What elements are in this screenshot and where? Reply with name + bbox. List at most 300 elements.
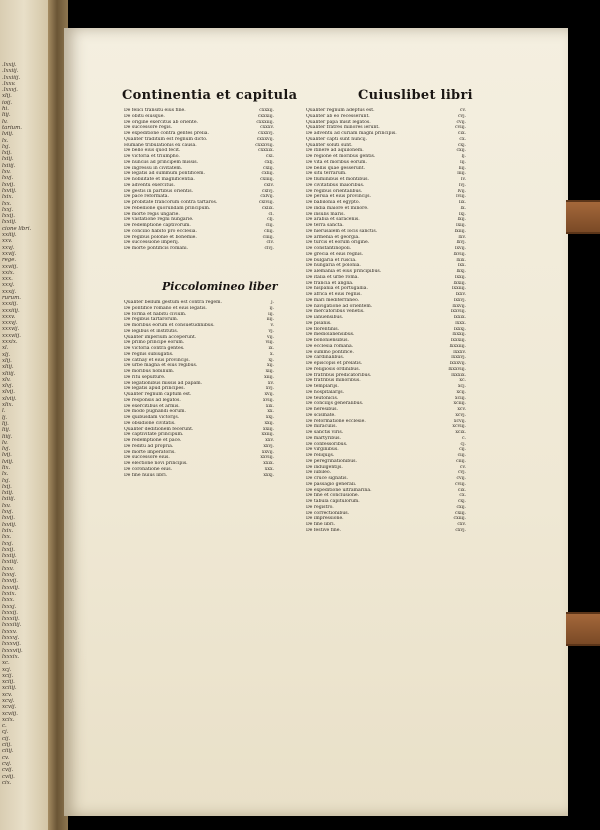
leather-strap-top <box>566 200 600 234</box>
toc-entry-number: xxiij. <box>262 426 274 432</box>
toc-entry-title: De mari mediterraneo. <box>306 297 360 303</box>
toc-entry-title: De morte imperatoris. <box>124 449 176 455</box>
toc-entry-number: lj. <box>461 154 466 159</box>
toc-entry-number: cxlj. <box>264 159 274 165</box>
toc-entry-number: cvj. <box>457 113 466 119</box>
toc-entry-title: De festive fine. <box>306 527 341 533</box>
margin-numeral: lxx. <box>2 534 12 541</box>
margin-numeral: xc. <box>2 660 10 667</box>
toc-entry-title: De ianuensibus. <box>306 315 344 320</box>
toc-entry-number: cxij. <box>456 504 466 510</box>
toc-entry-title: De fine huius libri. <box>124 472 168 478</box>
margin-numeral: .lxxiij. <box>2 68 19 75</box>
toc-entry-title: De gestis in partibus orientis. <box>124 188 194 194</box>
toc-entry-number: xc. <box>459 378 466 384</box>
toc-entry-number: xxij. <box>264 420 274 426</box>
toc-entry-number: lxxxvj. <box>451 355 466 361</box>
toc-entry-title: De hierusalem et locis sanctis. <box>306 228 378 234</box>
toc-entry-number: lxxij. <box>454 274 466 280</box>
toc-entry-number: lxxiiij. <box>452 286 466 292</box>
toc-entry-number: cx. <box>459 136 466 142</box>
toc-entry-title: De successione imperij. <box>124 240 180 246</box>
toc-entry-title: Qualiter capti sunt nuncij. <box>306 136 368 142</box>
toc-entry-title: De legatis ad summum pontificem. <box>124 171 205 177</box>
margin-numeral: xlix. <box>2 402 14 409</box>
margin-numeral: ioij. <box>2 99 13 106</box>
toc-entry-title: De felici transitu eius fine. <box>124 108 186 113</box>
margin-numeral: ciij. <box>2 742 12 749</box>
toc-entry-number: lxiij. <box>456 223 466 228</box>
margin-numeral: xxix. <box>2 269 15 276</box>
toc-entry-title: De fratribus predicatoribus. <box>306 372 372 378</box>
toc-entry-title: De cardinalibus. <box>306 355 345 361</box>
toc-entry-title: De impressione. <box>306 516 344 522</box>
margin-numeral: xlviij. <box>2 395 17 402</box>
margin-numeral: cij. <box>2 735 11 742</box>
toc-entry-number: lij. <box>460 159 466 165</box>
margin-numeral: xxiiij. <box>2 232 17 239</box>
toc-entry-number: cxij. <box>456 148 466 154</box>
toc-entry-number: cvij. <box>456 119 466 125</box>
margin-numeral: lxxxij. <box>2 609 18 616</box>
toc-entry-title: De cruce signatis. <box>306 476 348 481</box>
toc-entry-title: De episcopis et prelatis. <box>306 361 363 366</box>
toc-entry-title: De adventu exercitus. <box>124 182 175 188</box>
toc-entry-number: ciij. <box>457 453 466 458</box>
margin-numeral: xcviij. <box>2 710 18 717</box>
toc-entry-title: De legationibus missis ad papam. <box>124 380 203 386</box>
toc-entry-number: cviij. <box>455 481 466 487</box>
margin-numeral: .lxxvj. <box>2 87 18 94</box>
toc-entry-title: De virginibus. <box>306 447 339 453</box>
margin-numeral: lxxiij. <box>2 219 17 226</box>
toc-entry-number: xiiij. <box>264 374 274 380</box>
margin-numeral: lxxvj. <box>2 572 17 579</box>
left-margin-numerals <box>2 62 46 786</box>
toc-entry-title: De reformatione ecclesie. <box>306 418 366 424</box>
toc-entry-number: lv. <box>461 177 466 182</box>
toc-entry-number: cxxxvij. <box>256 136 274 142</box>
toc-entry-title: De redemptione captivorum. <box>124 223 191 228</box>
toc-entry-title: De forma et habitu civium. <box>124 311 187 317</box>
margin-numeral: cv. <box>2 754 10 761</box>
margin-numeral: lj. <box>2 414 8 421</box>
toc-entry-number: xiij. <box>265 369 274 374</box>
toc-entry-title: De redemptione et pace. <box>124 438 182 443</box>
toc-entry-number: xv. <box>267 380 274 386</box>
margin-numeral: lxvij. <box>2 181 15 188</box>
margin-numeral: xxxix. <box>2 339 18 346</box>
toc-entry-number: cv. <box>459 108 466 113</box>
toc-entry-number: lx. <box>460 205 466 211</box>
margin-numeral: liij. <box>2 427 11 434</box>
margin-numeral: lxx. <box>2 200 12 207</box>
toc-entry-number: cxxxvj. <box>258 131 274 136</box>
margin-numeral: lxxxiij. <box>2 616 20 623</box>
toc-entry-number: lxxvj. <box>453 297 466 303</box>
margin-numeral: xxviij. <box>2 263 18 270</box>
toc-entry-title: De regnis subiugatis. <box>124 351 174 357</box>
toc-entry-number: cvij. <box>456 476 466 481</box>
toc-entry-number: lxxiij. <box>453 280 466 286</box>
toc-entry-title: De quibusdam victorijs. <box>124 415 180 420</box>
margin-numeral: lvj. <box>2 446 11 453</box>
toc-entry-number: lxxxiij. <box>450 338 466 343</box>
toc-entry-number: xj. <box>268 357 274 363</box>
right-column-list <box>306 108 466 534</box>
toc-entry-number: cxiiij. <box>453 516 466 522</box>
toc-entry-title: De italia et urbe roma. <box>306 274 359 280</box>
toc-entry-number: cliij. <box>264 228 274 234</box>
toc-entry-number: xciiij. <box>453 401 466 407</box>
toc-entry-title: De fine libri. <box>306 522 336 527</box>
toc-entry-number: vj. <box>268 328 274 334</box>
margin-numeral: lx. <box>2 471 9 478</box>
toc-entry-title: De reditu ad propria. <box>124 443 174 449</box>
toc-entry-number: ij. <box>269 305 274 311</box>
toc-entry-number: xxj. <box>265 415 274 420</box>
margin-numeral: lvij. <box>2 452 12 459</box>
toc-entry-title: De peregrinationibus. <box>306 458 357 464</box>
toc-entry-number: xcviij. <box>452 424 466 430</box>
margin-numeral: xxxvj. <box>2 320 18 327</box>
toc-entry-title: De exercitibus et armis. <box>124 403 180 409</box>
margin-numeral: lxxxviij. <box>2 647 23 654</box>
toc-entry-number: lxxxiiij. <box>449 343 466 349</box>
toc-entry-number: lxvij. <box>454 246 466 251</box>
margin-numeral: xcj. <box>2 666 12 673</box>
toc-entry-title: De adventu ad curiam magni principis. <box>306 131 397 136</box>
margin-numeral: lxxviij. <box>2 584 20 591</box>
margin-numeral: lxxij. <box>2 546 15 553</box>
toc-entry-number: viij. <box>265 340 274 346</box>
toc-entry-title: Qualiter deditionem fecerunt. <box>124 426 194 432</box>
toc-entry-number: cxliij. <box>261 171 274 177</box>
toc-entry-title: De persia et eius provincijs. <box>306 194 371 200</box>
margin-numeral: lxij. <box>2 150 12 157</box>
toc-entry-number: cxj. <box>457 499 466 504</box>
toc-entry-number: liiij. <box>457 171 466 177</box>
margin-numeral: lxvij. <box>2 515 15 522</box>
margin-numeral: lxiiij. <box>2 162 16 169</box>
toc-entry-number: lxxviij. <box>450 309 466 315</box>
toc-entry-number: cxlij. <box>263 165 274 171</box>
margin-numeral: xlvij. <box>2 389 15 396</box>
margin-numeral: lxxxj. <box>2 603 17 610</box>
toc-entry-title: De bello eius quod fecit. <box>124 148 181 154</box>
toc-entry-title: De bononiensibus. <box>306 338 349 343</box>
toc-entry-number: lvij. <box>457 188 466 194</box>
toc-entry-title: De expeditione contra gentes prelia. <box>124 131 209 136</box>
left-heading: Continentia et capitula <box>122 88 298 103</box>
toc-entry-title: De pontifice romano et eius legatis. <box>124 305 207 311</box>
toc-entry-title: Qualiter bellum gestum est contra regem. <box>124 300 222 305</box>
toc-entry-number: iiij. <box>266 317 274 323</box>
margin-numeral: cione libri. <box>2 225 32 232</box>
toc-entry-number: cxj. <box>457 142 466 148</box>
toc-entry-title: De mediolanensibus. <box>306 332 355 338</box>
section-heading: Piccolomineo liber <box>162 280 278 293</box>
toc-entry-title: De scismate. <box>306 412 336 418</box>
toc-entry-title: De indulgentijs. <box>306 464 343 470</box>
margin-numeral: lxxv. <box>2 565 14 572</box>
toc-entry-title: De fluminibus et montibus. <box>306 177 369 182</box>
margin-numeral: cix. <box>2 779 12 786</box>
toc-entry-number: cviij. <box>455 125 466 131</box>
toc-entry-title: De captivitate principum. <box>124 432 184 438</box>
margin-numeral: lxxj. <box>2 540 14 547</box>
margin-numeral: rege. <box>2 257 17 264</box>
toc-entry-number: cxxxix. <box>258 148 274 154</box>
toc-entry-title: De alemania et eius principibus. <box>306 269 382 274</box>
toc-entry-title: De regibus polonie et bohemie. <box>124 234 197 240</box>
toc-entry-number: cxlvj. <box>261 188 274 194</box>
margin-numeral: lij. <box>2 420 9 427</box>
margin-numeral: lxv. <box>2 502 11 509</box>
toc-entry-number: cxlvij. <box>260 194 274 200</box>
toc-entry-number: lviij. <box>456 194 466 200</box>
margin-numeral: lxxj. <box>2 206 14 213</box>
toc-entry-number: xcv. <box>457 407 466 412</box>
toc-entry-title: Qualiter ab eo recesserunt. <box>306 113 370 119</box>
toc-entry-title: De expeditione ultramarina. <box>306 487 372 493</box>
toc-entry-number: cxliiij. <box>260 177 274 182</box>
margin-numeral: c. <box>2 723 7 730</box>
margin-numeral: lxiij. <box>2 156 14 163</box>
toc-entry-number: lvj. <box>459 182 466 188</box>
toc-entry-number: cl. <box>268 211 274 217</box>
toc-entry-number: lxv. <box>458 234 466 240</box>
margin-numeral: lxxxix. <box>2 653 20 660</box>
margin-numeral: liiij. <box>2 433 13 440</box>
toc-entry-number: xcij. <box>456 389 466 395</box>
toc-entry-number: cliiij. <box>262 234 274 240</box>
toc-entry-title: De florentinis. <box>306 326 340 332</box>
toc-entry-number: clij. <box>265 223 274 228</box>
toc-entry-title: De origine exercitus ab oriente. <box>124 119 199 125</box>
toc-entry-title: De pace reformata. <box>124 194 170 200</box>
toc-entry-title: De hispania et portugallia. <box>306 286 368 292</box>
toc-entry-number: cxiij. <box>455 510 466 516</box>
toc-entry-number: cxxxiij. <box>257 113 274 119</box>
margin-numeral: lix. <box>2 465 11 471</box>
toc-entry-title: De heresibus. <box>306 407 338 412</box>
margin-numeral: xxv. <box>2 238 13 245</box>
toc-entry-title: De primo principe eorum. <box>124 340 185 346</box>
margin-numeral: lxxix. <box>2 590 17 597</box>
toc-entry-title: De templarijs. <box>306 384 339 389</box>
margin-numeral: xliij. <box>2 364 14 371</box>
toc-entry-number: cxxxiiij. <box>256 119 274 125</box>
margin-numeral: lxxij. <box>2 213 15 220</box>
margin-numeral: lx. <box>2 137 9 144</box>
margin-numeral: lxxxvij. <box>2 641 21 648</box>
toc-entry-title: De itinere ad aquilonem. <box>306 148 364 154</box>
toc-entry-number: lxij. <box>457 217 466 223</box>
margin-numeral: lxj. <box>2 143 11 150</box>
margin-numeral: xxxviij. <box>2 332 21 339</box>
toc-entry-title: De summo pontifice. <box>306 349 354 355</box>
margin-numeral: lxj. <box>2 477 11 484</box>
toc-entry-title: De india maiore et minore. <box>306 205 369 211</box>
margin-numeral: lxiiij. <box>2 496 16 503</box>
margin-numeral: xxxvij. <box>2 326 20 333</box>
toc-entry-number: cxv. <box>457 522 466 527</box>
toc-entry-number: lxxxv. <box>453 349 466 355</box>
toc-entry-number: cv. <box>459 464 466 470</box>
margin-numeral: xcvij. <box>2 704 17 711</box>
toc-entry-title: De successore regis. <box>124 125 173 131</box>
toc-entry-number: xij. <box>267 363 274 369</box>
toc-entry-title: De sanctis viris. <box>306 430 344 435</box>
toc-entry-title: De fratribus minoribus. <box>306 378 361 384</box>
toc-entry-title: De insulis maris. <box>306 211 345 217</box>
toc-entry-title: De coronatione eius. <box>124 466 173 472</box>
toc-entry-title: De probitate francorum contra tartaros. <box>124 200 218 205</box>
toc-entry-title: De concilijs generalibus. <box>306 401 364 407</box>
margin-numeral: lxix. <box>2 194 14 201</box>
toc-entry-title: De terra sancta. <box>306 223 344 228</box>
toc-entry-number: lxxxj. <box>453 326 466 332</box>
margin-numeral: xxx. <box>2 276 13 283</box>
toc-entry-title: De morte pontificis romani. <box>124 246 189 251</box>
toc-entry-number: lxj. <box>459 211 466 217</box>
toc-entry-number: cvj. <box>457 470 466 476</box>
margin-numeral: ciiij. <box>2 748 14 755</box>
toc-entry-number: lxxix. <box>453 315 466 320</box>
toc-entry <box>124 473 274 479</box>
toc-entry-title: De regione et moribus gentis. <box>306 154 376 159</box>
toc-entry-title: Qualiter regnum adeptus est. <box>306 108 375 113</box>
toc-entry-number: xix. <box>265 403 274 409</box>
toc-entry-title: Qualiter papa misit legatos. <box>306 119 371 125</box>
toc-entry-title: De legatis apud principes. <box>124 386 185 392</box>
toc-entry-title: Qualiter fratres minores ierunt. <box>306 125 380 131</box>
toc-entry-title: De legibus et institutis. <box>124 328 179 334</box>
toc-entry-number: cix. <box>457 131 466 136</box>
toc-entry-number: liij. <box>458 165 466 171</box>
toc-entry-title: De navigatione ad orientem. <box>306 303 373 309</box>
toc-entry-title: De hospitalarijs. <box>306 389 345 395</box>
toc-entry-title: De reliquijs. <box>306 453 335 458</box>
toc-entry-number: cxxxv. <box>260 125 274 131</box>
margin-numeral: cvij. <box>2 767 14 774</box>
toc-entry-title: De turcis et eorum origine. <box>306 240 370 246</box>
toc-entry-title: De africa et eius regnis. <box>306 292 362 297</box>
toc-entry-title: De obsidione civitatis. <box>124 420 176 426</box>
toc-entry-title: De victoria et triumpho. <box>124 154 180 159</box>
toc-entry-title: De grecia et eius regnis. <box>306 251 364 257</box>
toc-entry-number: lxviij. <box>453 251 466 257</box>
toc-entry-number: xxvij. <box>261 449 274 455</box>
toc-entry-number: cxlv. <box>263 182 274 188</box>
toc-entry-title: Qualiter soluti sunt. <box>306 142 353 148</box>
toc-entry-number: lxxxix. <box>451 372 466 378</box>
margin-numeral: xlij. <box>2 357 12 364</box>
margin-numeral: lxvj. <box>2 175 14 182</box>
margin-numeral: .lxxv. <box>2 80 16 87</box>
margin-numeral: lxvj. <box>2 509 14 516</box>
toc-entry-title: De vita et moribus eorum. <box>306 159 367 165</box>
margin-numeral: lxxiiij. <box>2 559 19 566</box>
toc-entry-number: lxxj. <box>456 269 466 274</box>
margin-numeral: lxxxiiij. <box>2 622 22 629</box>
toc-entry-title: De vastatione regni hungarie. <box>124 217 194 223</box>
margin-numeral: xliiij. <box>2 370 16 377</box>
margin-numeral: xcvj. <box>2 697 15 704</box>
toc-entry-title: De urbe magna et eius regibus. <box>124 363 198 369</box>
margin-numeral: lviij. <box>2 458 14 465</box>
toc-entry-number: ix. <box>268 346 274 351</box>
margin-numeral: lxxvij. <box>2 578 18 585</box>
toc-entry-title: De obitu eiusque. <box>124 113 165 119</box>
toc-entry-number: xxxj. <box>263 472 274 478</box>
toc-entry-number: cxxxij. <box>259 108 274 113</box>
toc-entry-title: De morte regis ungarie. <box>124 211 180 217</box>
toc-entry-number: xcj. <box>457 384 466 389</box>
toc-entry-number: lxxvij. <box>452 303 466 309</box>
toc-entry-title: De constantinopoli. <box>306 246 352 251</box>
toc-entry-title: De successore eius. <box>124 455 170 461</box>
toc-entry-title: De bulgaria et ruscia. <box>306 257 357 263</box>
toc-entry-number: xviij. <box>262 397 274 403</box>
margin-numeral: xxxiiij. <box>2 307 20 314</box>
left-column-list-b <box>124 300 274 478</box>
toc-entry-number: clv. <box>266 240 274 246</box>
toc-entry-number: xxix. <box>263 461 274 466</box>
margin-numeral: xxvij. <box>2 250 17 257</box>
toc-entry <box>306 528 466 534</box>
toc-entry-number: cxlix. <box>261 205 274 211</box>
toc-entry <box>124 246 274 252</box>
toc-entry-title: Qualiter regnum captum est. <box>124 392 192 397</box>
left-column-list <box>124 108 274 252</box>
toc-entry-title: De situ terrarum. <box>306 171 347 177</box>
toc-entry-title: De francia et anglia. <box>306 280 354 286</box>
leather-strap-bottom <box>566 612 600 646</box>
toc-entry-title: Humane tribulationis ex causa. <box>124 142 197 148</box>
toc-entry-title: De nunciis ad principem missis. <box>124 159 199 165</box>
margin-numeral: liij. <box>2 112 11 119</box>
toc-entry-title: De responsis ad legatos. <box>124 397 181 403</box>
toc-entry-title: De moribus nobilium. <box>124 369 175 374</box>
toc-entry-title: De ingressu in civitatem. <box>124 165 183 171</box>
margin-numeral: .lxxij. <box>2 62 17 68</box>
margin-numeral: lxxx. <box>2 597 15 604</box>
margin-numeral: xcix. <box>2 716 15 723</box>
margin-numeral: cviij. <box>2 773 15 780</box>
toc-entry-number: cj. <box>460 441 466 447</box>
toc-entry-title: De arabia et saracenis. <box>306 217 360 223</box>
toc-entry-title: De civitatibus maioribus. <box>306 182 365 188</box>
toc-entry-number: xvj. <box>265 386 274 392</box>
toc-entry-number: lxxv. <box>455 292 466 297</box>
toc-entry-title: De regibus orientalibus. <box>306 188 363 194</box>
toc-entry-title: De iubileo. <box>306 470 332 476</box>
toc-entry-title: De miraculis. <box>306 424 337 430</box>
toc-entry-title: De fine et conclusione. <box>306 493 360 499</box>
toc-entry-number: xxiiij. <box>261 432 274 438</box>
margin-numeral: xlvj. <box>2 383 14 390</box>
toc-entry-number: xxv. <box>265 438 274 443</box>
margin-numeral: xxvj. <box>2 244 15 251</box>
margin-numeral: xlj. <box>2 351 11 358</box>
toc-entry-title: De teutonicis. <box>306 395 339 401</box>
toc-entry-title: De cathay et eius provincijs. <box>124 357 190 363</box>
margin-numeral: hi. <box>2 106 9 113</box>
toc-entry-number: c. <box>461 435 466 441</box>
toc-entry-number: ciiij. <box>456 458 466 464</box>
